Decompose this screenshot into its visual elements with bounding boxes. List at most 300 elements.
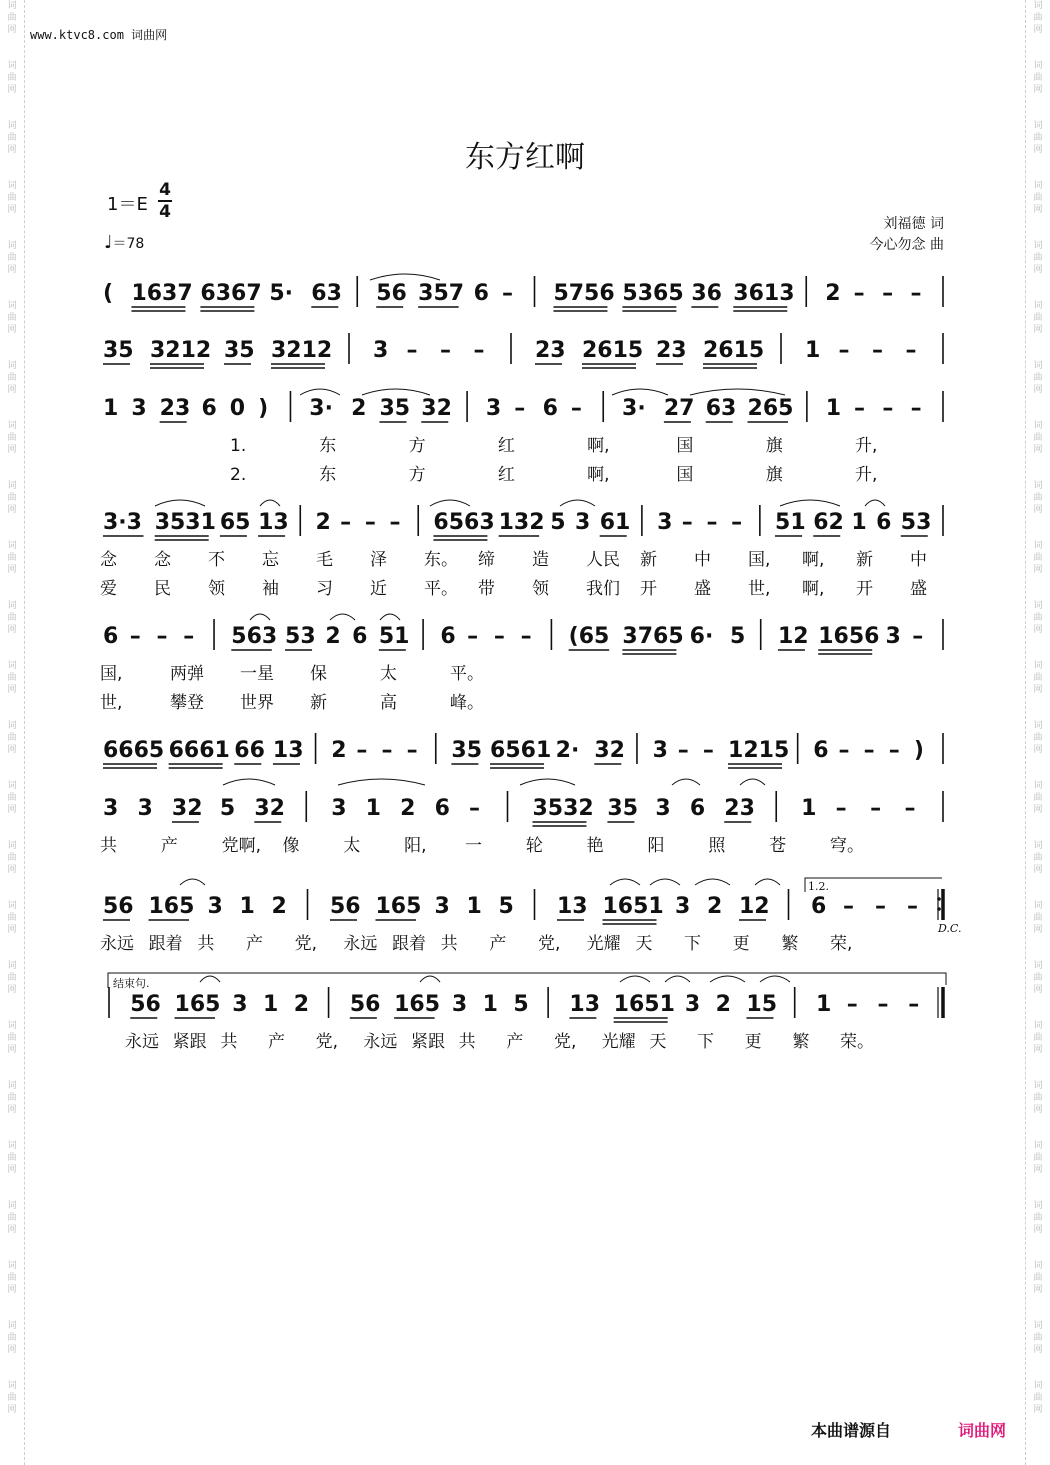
footer-brand-link[interactable]: 词曲网 [958, 1421, 1007, 1440]
lyric-syllable: 泽 [370, 550, 387, 570]
lyric-syllable: 东 [319, 465, 337, 485]
lyric-syllable: 党, [315, 1032, 339, 1052]
lyric-syllable: 人民 [586, 550, 620, 570]
note-group: 3 [655, 796, 671, 821]
note-group: 6661 [168, 738, 230, 763]
note-group: – [908, 992, 920, 1017]
note-group: 3 [485, 396, 502, 421]
note-group: 32 [254, 796, 285, 821]
note-group: – [702, 738, 714, 763]
note-group: 2 [707, 894, 723, 919]
lyric-syllable: 忘 [262, 550, 279, 570]
lyric-syllable: 产 [246, 934, 263, 954]
note-group: – [406, 338, 418, 363]
lyric-syllable: 近 [370, 579, 387, 599]
note-group: – [473, 338, 485, 363]
note-group: 6 [103, 624, 119, 649]
note-group: 3 [885, 624, 901, 649]
note-group: – [872, 338, 883, 363]
slur [610, 879, 640, 885]
lyric-syllable: 1. [230, 436, 247, 456]
lyric-syllable: 像 [282, 836, 300, 856]
lyric-syllable: 一 [465, 836, 482, 856]
slur [155, 500, 205, 506]
repeat-dot [937, 897, 941, 901]
lyric-syllable: 更 [744, 1032, 762, 1052]
lyric-syllable: 一星 [240, 664, 274, 684]
note-group: 0 [229, 396, 246, 421]
note-group: 3 [657, 510, 673, 535]
note-group: 3 [103, 796, 119, 821]
note-group: 6665 [103, 738, 165, 763]
lyric-syllable: 念 [154, 550, 171, 570]
note-group: 3765 [622, 624, 684, 649]
lyricist-credit: 刘福德 词 [883, 216, 944, 232]
note-group: 5· [269, 281, 294, 306]
lyric-syllable: 天 [635, 934, 653, 954]
lyric-syllable: 国, [748, 550, 771, 570]
lyric-syllable: 轮 [525, 836, 543, 856]
lyric-syllable: 啊, [802, 550, 825, 570]
lyric-syllable: 阳, [404, 836, 427, 856]
lyric-syllable: 领 [532, 579, 549, 599]
note-group: 1 [466, 894, 482, 919]
slur [620, 976, 650, 982]
note-group: 6563 [433, 510, 495, 535]
note-group: 23 [656, 338, 687, 363]
lyric-syllable: 共 [220, 1032, 238, 1052]
da-capo-mark: D.C. [938, 922, 962, 935]
lyric-syllable: 共 [197, 934, 215, 954]
lyric-syllable: 国, [100, 664, 123, 684]
note-group: 6 [811, 894, 827, 919]
note-group: – [904, 796, 916, 821]
note-group: 2 [293, 992, 310, 1017]
lyric-syllable: 领 [208, 579, 225, 599]
note-group: 3 [131, 396, 147, 421]
note-group: 1 [851, 510, 867, 535]
note-group: ) [258, 396, 269, 421]
note-group: – [888, 738, 900, 763]
left-margin-watermark: 词 曲 网 词 曲 网 词 曲 网 词 曲 网 词 曲 网 词 曲 网 词 曲 网 词 曲 网 词 曲 网 词 曲 网 词 曲 网 词 曲 网 词 曲 网 词 曲 网 词 曲 网 词 曲 网 词 曲 网 词 曲 网 词 曲 网 词 曲 网 词 曲 网 词 曲 网 词 曲 网 词 曲 网 [0, 0, 25, 1465]
lyric-syllable: 世界 [240, 693, 274, 713]
note-group: 3 [652, 738, 668, 763]
note-group: – [846, 992, 858, 1017]
lyric-syllable: 方 [408, 436, 426, 456]
slur [560, 500, 595, 506]
note-group: ) [913, 738, 924, 763]
note-group: 53 [900, 510, 932, 535]
lyric-syllable: 党, [294, 934, 318, 954]
slur [430, 500, 470, 506]
note-group: 12 [739, 894, 770, 919]
note-group: – [340, 510, 352, 535]
note-group: – [854, 396, 866, 421]
lyric-syllable: 盛 [694, 579, 711, 599]
note-group: 13 [258, 510, 289, 535]
note-group: 1 [805, 338, 821, 363]
lyric-syllable: 盛 [910, 579, 927, 599]
lyric-syllable: 世, [100, 693, 123, 713]
lyric-syllable: 新 [640, 550, 657, 570]
note-group: 1651 [613, 992, 675, 1017]
note-group: 13 [569, 992, 601, 1017]
lyric-syllable: 阳 [647, 836, 665, 856]
note-group: 165 [375, 894, 422, 919]
note-group: 3 [451, 992, 468, 1017]
lyric-syllable: 苍 [769, 836, 787, 856]
note-group: 2· [555, 738, 580, 763]
note-group: 56 [330, 894, 361, 919]
note-group: 1 [365, 796, 381, 821]
note-group: 165 [174, 992, 221, 1017]
lyric-syllable: 共 [458, 1032, 476, 1052]
note-group: 6 [689, 796, 706, 821]
lyric-syllable: 永远 [343, 934, 378, 954]
lyric-syllable: 太 [343, 836, 361, 856]
note-group: 2 [315, 510, 331, 535]
lyric-syllable: 方 [408, 465, 426, 485]
note-group: – [381, 738, 393, 763]
note-group: – [677, 738, 689, 763]
note-group: 3 [684, 992, 701, 1017]
slur [362, 389, 430, 395]
note-group: 357 [418, 281, 465, 306]
lyric-syllable: 袖 [262, 579, 279, 599]
note-group: 35 [451, 738, 483, 763]
note-group: 15 [746, 992, 778, 1017]
lyric-syllable: 永远 [100, 934, 134, 954]
note-group: – [389, 510, 401, 535]
note-group: – [469, 796, 481, 821]
note-group: 2 [351, 396, 367, 421]
note-group: (65 [568, 624, 610, 649]
lyric-syllable: 习 [316, 579, 333, 599]
volta-label: 1.2. [808, 880, 829, 893]
meter-top: 4 [159, 180, 171, 200]
slur [260, 500, 280, 506]
lyric-syllable: 毛 [316, 550, 333, 570]
lyric-syllable: 穹。 [830, 836, 864, 856]
note-group: 3· [622, 396, 646, 421]
note-group: 5365 [622, 281, 684, 306]
note-group: 6 [440, 624, 456, 649]
tempo-value: ＝78 [112, 236, 145, 252]
note-group: – [129, 624, 141, 649]
note-group: 3 [434, 894, 450, 919]
note-group: – [493, 624, 505, 649]
note-group: 32 [171, 796, 203, 821]
note-group: 3 [232, 992, 248, 1017]
note-group: 3212 [271, 338, 333, 363]
lyric-syllable: 啊, [587, 465, 610, 485]
note-group: – [467, 624, 479, 649]
lyric-syllable: 国 [676, 436, 694, 456]
lyric-syllable: 繁 [781, 934, 799, 954]
lyric-syllable: 照 [708, 836, 726, 856]
note-group: – [502, 281, 514, 306]
note-group: 1651 [602, 894, 664, 919]
note-group: – [870, 796, 882, 821]
note-group: 2 [715, 992, 731, 1017]
note-group: 3 [675, 894, 691, 919]
lyric-syllable: 升, [855, 436, 878, 456]
lyric-syllable: 红 [497, 436, 515, 456]
lyric-syllable: 荣, [830, 934, 853, 954]
slur [740, 779, 765, 785]
lyric-syllable: 艳 [586, 836, 604, 856]
lyric-syllable: 产 [489, 934, 507, 954]
note-group: – [520, 624, 532, 649]
lyric-syllable: 跟着 [392, 934, 426, 954]
note-group: – [681, 510, 693, 535]
lyric-syllable: 不 [208, 550, 225, 570]
lyric-syllable: 高 [380, 693, 397, 713]
lyric-syllable: 旗 [765, 465, 783, 485]
lyric-syllable: 开 [640, 579, 657, 599]
note-group: – [875, 894, 886, 919]
note-group: 2 [271, 894, 287, 919]
note-group: 3 [575, 510, 591, 535]
note-group: 51 [775, 510, 806, 535]
note-group: 51 [378, 624, 410, 649]
note-group: – [706, 510, 718, 535]
lyric-syllable: 东 [319, 436, 337, 456]
slur [338, 779, 425, 785]
note-group: 2 [325, 624, 341, 649]
note-group: 56 [376, 281, 407, 306]
lyric-syllable: 中 [694, 550, 711, 570]
note-group: – [910, 396, 922, 421]
note-group: 6 [876, 510, 892, 535]
slur [370, 274, 440, 280]
note-group: 63 [705, 396, 737, 421]
note-group: – [835, 796, 847, 821]
note-group: 56 [349, 992, 381, 1017]
note-group: – [910, 281, 922, 306]
slur [710, 976, 745, 982]
lyric-syllable: 平。 [424, 579, 458, 599]
note-group: – [514, 396, 526, 421]
note-group: 3 [331, 796, 347, 821]
composer-credit: 今心勿念 曲 [869, 237, 944, 253]
key-signature: 1＝E [107, 194, 148, 215]
note-group: 132 [498, 510, 545, 535]
note-group: 2615 [703, 338, 765, 363]
slur [612, 389, 668, 395]
note-group: – [440, 338, 451, 363]
note-group: 5 [513, 992, 529, 1017]
note-group: – [570, 396, 582, 421]
lyric-syllable: 太 [380, 664, 397, 684]
lyric-syllable: 红 [497, 465, 515, 485]
note-group: – [364, 510, 376, 535]
slur [760, 976, 790, 982]
note-group: – [406, 738, 418, 763]
slur [180, 879, 205, 885]
lyric-syllable: 造 [532, 550, 549, 570]
lyric-syllable: 新 [310, 693, 327, 713]
note-group: 2615 [582, 338, 644, 363]
note-group: – [907, 894, 918, 919]
note-group: 63 [311, 281, 342, 306]
lyric-syllable: 党啊, [221, 836, 262, 856]
lyric-syllable: 中 [910, 550, 927, 570]
quarter-note-icon: ♩ [104, 232, 113, 253]
slur [223, 779, 275, 785]
lyric-syllable: 升, [855, 465, 878, 485]
note-group: 62 [813, 510, 844, 535]
slur [520, 779, 575, 785]
note-group: 1 [263, 992, 279, 1017]
note-group: 35 [103, 338, 134, 363]
lyric-syllable: 缔 [478, 550, 495, 570]
lyric-syllable: 紧跟 [411, 1032, 445, 1052]
lyric-syllable: 保 [310, 664, 327, 684]
note-group: – [838, 738, 850, 763]
lyric-syllable: 产 [268, 1032, 285, 1052]
lyric-syllable: 峰。 [450, 693, 484, 713]
note-group: ( [103, 281, 114, 306]
note-group: 2 [331, 738, 347, 763]
lyric-syllable: 产 [160, 836, 178, 856]
meter-bottom: 4 [159, 202, 171, 222]
note-group: – [863, 738, 875, 763]
slur [200, 976, 220, 982]
note-group: 1215 [728, 738, 790, 763]
lyric-syllable: 下 [697, 1032, 714, 1052]
note-group: 3613 [733, 281, 795, 306]
note-group: 53 [285, 624, 316, 649]
lyric-syllable: 爱 [100, 579, 117, 599]
note-group: 5756 [553, 281, 615, 306]
note-group: – [882, 396, 894, 421]
note-group: 56 [130, 992, 161, 1017]
note-group: – [843, 894, 854, 919]
lyric-syllable: 紧跟 [172, 1032, 207, 1052]
right-margin-watermark: 词 曲 网 词 曲 网 词 曲 网 词 曲 网 词 曲 网 词 曲 网 词 曲 网 词 曲 网 词 曲 网 词 曲 网 词 曲 网 词 曲 网 词 曲 网 词 曲 网 词 曲 网 词 曲 网 词 曲 网 词 曲 网 词 曲 网 词 曲 网 词 曲 网 词 曲 网 词 曲 网 词 曲 网 [1025, 0, 1050, 1465]
note-group: 6 [434, 796, 450, 821]
note-group: – [183, 624, 195, 649]
lyric-syllable: 平。 [450, 664, 484, 684]
note-group: 6 [542, 396, 558, 421]
note-group: 27 [663, 396, 695, 421]
note-group: 3· [309, 396, 333, 421]
note-group: 1637 [131, 281, 193, 306]
lyric-syllable: 永远 [363, 1032, 398, 1052]
slur [420, 976, 440, 982]
lyric-syllable: 东。 [424, 550, 458, 570]
note-group: 3 [373, 338, 389, 363]
note-group: 12 [777, 624, 809, 649]
note-group: 5 [729, 624, 746, 649]
note-group: 35 [607, 796, 639, 821]
lyric-syllable: 攀登 [170, 693, 204, 713]
lyric-syllable: 啊, [802, 579, 825, 599]
lyric-syllable: 两弹 [170, 664, 204, 684]
note-group: 6 [201, 396, 217, 421]
repeat-dot [937, 907, 941, 911]
lyric-syllable: 下 [684, 934, 701, 954]
footer-source-label: 本曲谱源自 [811, 1421, 892, 1440]
lyric-syllable: 旗 [765, 436, 783, 456]
slur [250, 614, 270, 620]
slur [865, 500, 885, 506]
lyric-syllable: 国 [676, 465, 694, 485]
note-group: 3212 [150, 338, 212, 363]
lyric-syllable: 繁 [792, 1032, 810, 1052]
note-group: 35 [379, 396, 411, 421]
slur [380, 614, 400, 620]
slur [672, 779, 700, 785]
note-group: 165 [148, 894, 195, 919]
note-group: 265 [747, 396, 794, 421]
lyric-syllable: 民 [154, 579, 171, 599]
note-group: 13 [272, 738, 304, 763]
note-group: 6 [473, 281, 489, 306]
note-group: 2 [825, 281, 841, 306]
note-group: 23 [159, 396, 191, 421]
note-group: 23 [724, 796, 755, 821]
note-group: – [882, 281, 894, 306]
note-group: – [838, 338, 850, 363]
note-group: – [853, 281, 865, 306]
note-group: – [731, 510, 743, 535]
slur [695, 879, 730, 885]
note-group: 165 [394, 992, 441, 1017]
note-group: 65 [219, 510, 251, 535]
note-group: 36 [691, 281, 722, 306]
note-group: 6 [352, 624, 368, 649]
lyric-syllable: 光耀 [586, 934, 621, 954]
lyric-syllable: 跟着 [148, 934, 183, 954]
lyric-syllable: 我们 [586, 579, 620, 599]
note-group: – [877, 992, 889, 1017]
lyric-syllable: 党, [554, 1032, 577, 1052]
lyric-syllable: 2. [230, 465, 247, 485]
note-group: 66 [234, 738, 265, 763]
lyric-syllable: 天 [649, 1032, 667, 1052]
note-group: 1656 [818, 624, 880, 649]
lyric-syllable: 党, [538, 934, 561, 954]
note-group: 1 [103, 396, 119, 421]
note-group: 6561 [490, 738, 552, 763]
note-group: 6367 [200, 281, 262, 306]
note-group: 56 [103, 894, 134, 919]
note-group: 5 [550, 510, 566, 535]
lyric-syllable: 新 [856, 550, 873, 570]
lyric-syllable: 共 [100, 836, 117, 856]
slur [780, 500, 840, 506]
lyric-syllable: 荣。 [840, 1032, 874, 1052]
site-url-label[interactable]: www.ktvc8.com 词曲网 [30, 28, 168, 42]
note-group: 1 [815, 992, 832, 1017]
lyric-syllable: 永远 [125, 1032, 159, 1052]
note-group: 32 [594, 738, 625, 763]
note-group: 5 [498, 894, 514, 919]
lyric-syllable: 世, [748, 579, 771, 599]
lyric-syllable: 念 [100, 550, 117, 570]
note-group: 23 [535, 338, 566, 363]
note-group: 5 [219, 796, 236, 821]
note-group: 3·3 [103, 510, 142, 535]
note-group: – [912, 624, 924, 649]
note-group: 3532 [532, 796, 594, 821]
note-group: 563 [231, 624, 278, 649]
lyric-syllable: 产 [506, 1032, 524, 1052]
note-group: 1 [239, 894, 255, 919]
lyric-syllable: 开 [856, 579, 873, 599]
